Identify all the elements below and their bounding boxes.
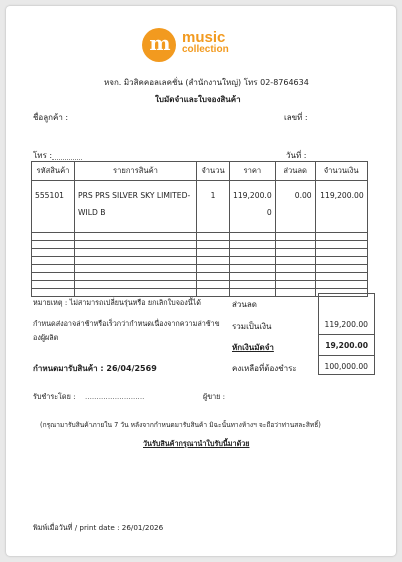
logo-text-collection: collection: [182, 44, 229, 55]
table-row: [32, 289, 368, 297]
logo-text-music: music: [182, 29, 226, 46]
company-line: หจก. มิวสิคคอลเลคชั่น (สำนักงานใหญ่) โทร 02-8764634: [104, 78, 309, 87]
pickup-date: กำหนดมารับสินค้า : 26/04/2569: [33, 364, 157, 373]
item-discount: 0.00: [275, 181, 315, 233]
summary-total-label: รวมเป็นเงิน: [232, 322, 272, 331]
item-price: 119,200.0 0: [230, 181, 276, 233]
header-discount: ส่วนลด: [275, 162, 315, 181]
table-row: [32, 233, 368, 241]
note-line-3: องผู้ผลิต: [33, 333, 59, 342]
logo-icon: m: [142, 28, 176, 62]
header-qty: จำนวน: [197, 162, 230, 181]
item-code: 555101: [32, 181, 75, 233]
item-amount: 119,200.00: [315, 181, 367, 233]
date-label: วันที่ :: [286, 151, 307, 160]
table-row: [32, 249, 368, 257]
phone-dotted-line: [52, 159, 82, 160]
summary-deposit-label: หักเงินมัดจำ: [232, 343, 274, 352]
table-row: [32, 281, 368, 289]
header-code: รหัสสินค้า: [32, 162, 75, 181]
number-label: เลขที่ :: [284, 113, 308, 122]
header-item: รายการสินค้า: [75, 162, 197, 181]
item-qty: 1: [197, 181, 230, 233]
summary-balance-label: คงเหลือที่ต้องชำระ: [232, 364, 297, 373]
table-header-row: [32, 162, 368, 181]
summary-discount-label: ส่วนลด: [232, 300, 257, 309]
summary-divider: [318, 334, 374, 335]
seller-label: ผู้ขาย :: [203, 392, 226, 401]
payment-label: รับชำระโดย :: [33, 392, 76, 401]
table-row: [32, 257, 368, 265]
table-row: [32, 181, 368, 233]
summary-deposit-value: 19,200.00: [325, 341, 368, 350]
header-price: ราคา: [230, 162, 276, 181]
summary-divider: [318, 355, 374, 356]
table-row: [32, 273, 368, 281]
summary-balance-value: 100,000.00: [324, 362, 368, 371]
document-title: ใบมัดจำและใบจองสินค้า: [155, 95, 241, 104]
items-table: [31, 161, 368, 297]
summary-total-value: 119,200.00: [324, 320, 368, 329]
item-name: PRS PRS SILVER SKY LIMITED- WILD B: [75, 181, 197, 233]
customer-label: ชื่อลูกค้า :: [33, 113, 69, 122]
note-line-2: กำหนดส่งอาจล่าช้าหรือเร็วกว่ากำหนดเนื่องจากความล่าช้าข: [33, 319, 220, 328]
table-row: [32, 241, 368, 249]
bring-receipt-notice: วันรับสินค้ากรุณานำใบรับนี้มาด้วย: [143, 439, 250, 448]
print-date: พิมพ์เมื่อวันที่ / print date : 26/01/2026: [33, 523, 164, 532]
table-row: [32, 265, 368, 273]
payment-dotted-line: ..........................: [85, 392, 145, 401]
phone-label: โทร :: [33, 151, 53, 160]
pickup-notice: (กรุณามารับสินค้าภายใน 7 วัน หลังจากกำหนดมารับสินค้า มิฉะนั้นทางห้างฯ จะถือว่าท่านสละสิทธิ์): [40, 421, 321, 429]
header-amount: จำนวนเงิน: [315, 162, 367, 181]
note-line-1: หมายเหตุ : ไม่สามารถเปลี่ยนรุ่นหรือ ยกเลิกใบจองนี้ได้: [33, 298, 201, 307]
